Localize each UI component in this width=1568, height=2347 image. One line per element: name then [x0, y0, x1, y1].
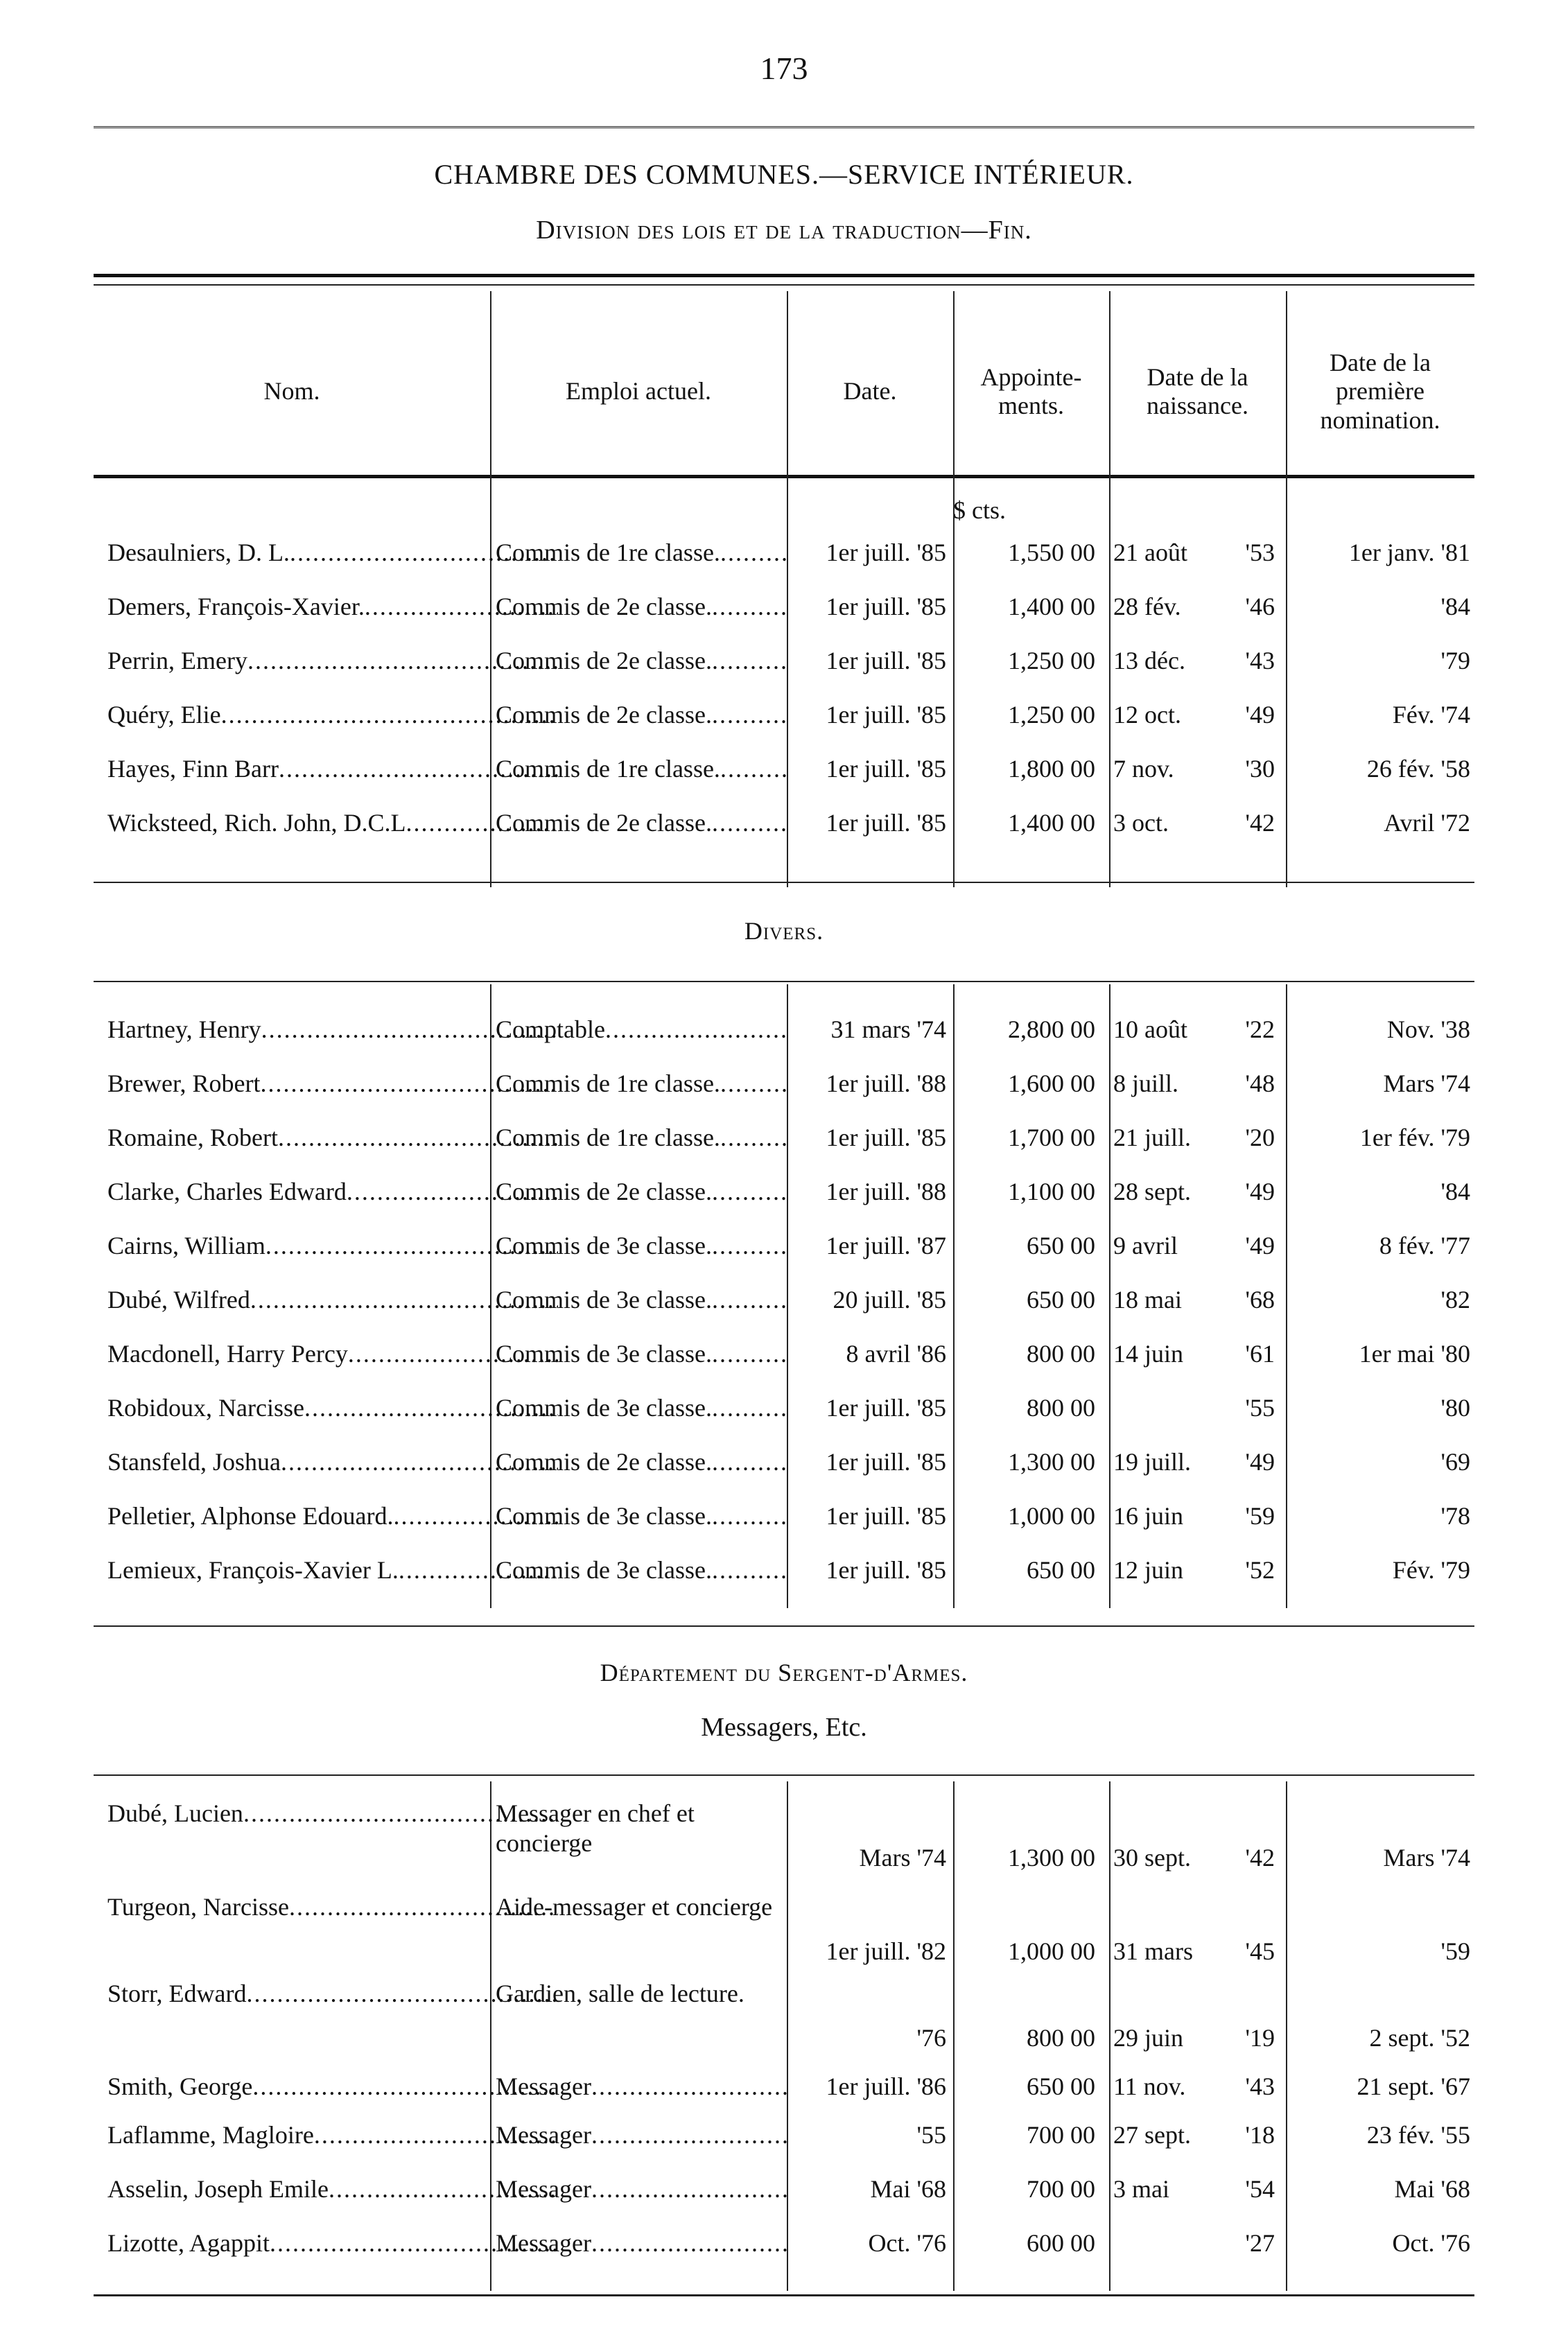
appointements-cell: 1,400 00 [1008, 809, 1095, 837]
naissance-day: 29 juin [1113, 2024, 1184, 2052]
date-cell: 1er juill. '85 [826, 809, 946, 837]
premiere-nomination-cell: Avril '72 [1384, 809, 1470, 837]
naissance-cell [1109, 1275, 1286, 1324]
col-header-naissance: Date de la naissance. [1147, 363, 1248, 419]
page-number: 173 [760, 51, 808, 86]
naissance-year: '54 [1245, 2175, 1275, 2203]
currency-header: $ cts. [953, 496, 1006, 524]
table-row [94, 2111, 1474, 2159]
table-row [94, 690, 1474, 739]
section-rule [94, 882, 1474, 883]
appointements-cell: 1,600 00 [1008, 1070, 1095, 1097]
appointements-cell: 1,250 00 [1008, 701, 1095, 728]
appointements-cell: 700 00 [1027, 2175, 1095, 2203]
name-cell: Perrin, Emery ..... [107, 636, 558, 685]
name-cell: Cairns, William ..... [107, 1221, 558, 1270]
name-cell: Quéry, Elie ..... [107, 690, 558, 739]
date-cell: 20 juill. '85 [833, 1286, 946, 1314]
date-cell: Mai '68 [870, 2175, 946, 2203]
appointements-cell: 650 00 [1027, 1232, 1095, 1259]
premiere-nomination-cell: '78 [1440, 1502, 1470, 1530]
naissance-cell [1109, 582, 1286, 631]
premiere-nomination-cell: '59 [1440, 1937, 1470, 1965]
naissance-year: '42 [1245, 809, 1275, 837]
table-row [94, 1438, 1474, 1486]
page-subtitle: Division des lois et de la traduction—Fin. [536, 216, 1032, 245]
date-cell: 1er juill. '85 [826, 755, 946, 783]
table-row [94, 1113, 1474, 1162]
emploi-cell: Commis de 2e classe. ..... [490, 799, 787, 847]
premiere-nomination-cell: '80 [1440, 1394, 1470, 1422]
naissance-cell [1109, 799, 1286, 847]
naissance-day: 21 juill. [1113, 1124, 1192, 1151]
date-cell: Oct. '76 [868, 2229, 946, 2257]
naissance-cell [1109, 1885, 1286, 1975]
naissance-cell [1109, 1384, 1286, 1432]
col-header-premiere-nomination: Date de la première nomination. [1320, 348, 1440, 434]
date-cell: 1er juill. '82 [826, 1937, 946, 1965]
name-cell: Lizotte, Agappit ..... [107, 2219, 558, 2267]
table-row [94, 1972, 1474, 2062]
section-title-sergent: Département du Sergent-d'Armes. [600, 1659, 968, 1686]
naissance-cell [1109, 1167, 1286, 1216]
naissance-cell [1109, 1005, 1286, 1054]
col-header-nom: Nom. [263, 377, 320, 405]
emploi-cell: Messager ..... [490, 2111, 787, 2159]
date-cell: 1er juill. '85 [826, 1394, 946, 1422]
col-header-emploi: Emploi actuel. [566, 377, 711, 405]
premiere-nomination-cell: Mars '74 [1383, 1844, 1470, 1872]
naissance-cell [1109, 2111, 1286, 2159]
col-header-date: Date. [843, 377, 897, 405]
date-cell: 1er juill. '86 [826, 2073, 946, 2100]
date-cell: 1er juill. '85 [826, 701, 946, 728]
name-cell: Robidoux, Narcisse ..... [107, 1384, 558, 1432]
name-cell: Laflamme, Magloire ..... [107, 2111, 558, 2159]
naissance-day: 10 août [1113, 1015, 1187, 1043]
emploi-cell: Commis de 2e classe. ..... [490, 1438, 787, 1486]
naissance-year: '53 [1245, 539, 1275, 566]
name-cell: Clarke, Charles Edward ..... [107, 1167, 558, 1216]
naissance-year: '49 [1245, 1232, 1275, 1259]
name-cell: Hartney, Henry ..... [107, 1005, 558, 1054]
table-row [94, 1221, 1474, 1270]
naissance-day: 3 mai [1113, 2175, 1169, 2203]
emploi-cell: Messager en chef et concierge [496, 1799, 695, 1858]
appointements-cell: 2,800 00 [1008, 1015, 1095, 1043]
appointements-cell: 650 00 [1027, 1556, 1095, 1584]
naissance-year: '18 [1245, 2121, 1275, 2149]
naissance-year: '20 [1245, 1124, 1275, 1151]
page-title: CHAMBRE DES COMMUNES.—SERVICE INTÉRIEUR. [434, 159, 1134, 190]
premiere-nomination-cell: 2 sept. '52 [1369, 2024, 1470, 2052]
date-cell: Mars '74 [859, 1844, 946, 1872]
table-row [94, 744, 1474, 793]
premiere-nomination-cell: Fév. '74 [1392, 701, 1470, 728]
naissance-year: '30 [1245, 755, 1275, 783]
premiere-nomination-cell: 23 fév. '55 [1366, 2121, 1470, 2149]
naissance-cell [1109, 528, 1286, 577]
premiere-nomination-cell: Nov. '38 [1386, 1015, 1470, 1043]
appointements-cell: 1,700 00 [1008, 1124, 1095, 1151]
emploi-cell: Commis de 3e classe. ..... [490, 1546, 787, 1594]
premiere-nomination-cell: Fév. '79 [1392, 1556, 1470, 1584]
name-cell: Demers, François-Xavier. ..... [107, 582, 558, 631]
bottom-rule [94, 2294, 1474, 2296]
date-cell: 31 mars '74 [830, 1015, 946, 1043]
naissance-day: 8 juill. [1113, 1070, 1179, 1097]
col-header-appointements: Appointe-ments. [980, 363, 1082, 419]
section-rule [94, 1774, 1474, 1776]
naissance-cell [1109, 744, 1286, 793]
table-row [94, 1492, 1474, 1540]
table-row [94, 1059, 1474, 1108]
naissance-day: 27 sept. [1113, 2121, 1191, 2149]
name-cell: Hayes, Finn Barr ..... [107, 744, 558, 793]
naissance-year: '59 [1245, 1502, 1275, 1530]
name-cell: Lemieux, François-Xavier L. ..... [107, 1546, 558, 1594]
emploi-cell: Commis de 3e classe. ..... [490, 1384, 787, 1432]
section-title-divers: Divers. [744, 917, 824, 945]
table-row [94, 636, 1474, 685]
emploi-cell: Commis de 3e classe. ..... [490, 1275, 787, 1324]
appointements-cell: 1,250 00 [1008, 647, 1095, 674]
name-cell: Desaulniers, D. L. ..... [107, 528, 558, 577]
section-subtitle-messagers: Messagers, Etc. [701, 1713, 867, 1742]
naissance-year: '45 [1245, 1937, 1275, 1965]
appointements-cell: 650 00 [1027, 2073, 1095, 2100]
naissance-day: 21 août [1113, 539, 1187, 566]
emploi-cell: Commis de 1re classe. ..... [490, 1113, 787, 1162]
name-cell: Smith, George ..... [107, 2062, 558, 2111]
appointements-cell: 800 00 [1027, 2024, 1095, 2052]
premiere-nomination-cell: Mai '68 [1394, 2175, 1470, 2203]
table-row [94, 1167, 1474, 1216]
name-cell: Pelletier, Alphonse Edouard. ..... [107, 1492, 558, 1540]
premiere-nomination-cell: '84 [1440, 593, 1470, 620]
premiere-nomination-cell: '84 [1440, 1178, 1470, 1205]
premiere-nomination-cell: '82 [1440, 1286, 1470, 1314]
date-cell: 1er juill. '85 [826, 1556, 946, 1584]
naissance-year: '43 [1245, 2073, 1275, 2100]
naissance-cell [1109, 690, 1286, 739]
table-row [94, 1384, 1474, 1432]
emploi-cell: Commis de 1re classe. ..... [490, 1059, 787, 1108]
table-header [94, 308, 1474, 475]
date-cell: '55 [916, 2121, 946, 2149]
emploi-cell: Commis de 1re classe. ..... [490, 744, 787, 793]
emploi-cell: Commis de 1re classe. ..... [490, 528, 787, 577]
naissance-cell [1109, 2165, 1286, 2213]
name-cell: Brewer, Robert ..... [107, 1059, 558, 1108]
naissance-year: '55 [1245, 1394, 1275, 1422]
name-cell: Storr, Edward ..... [107, 1972, 558, 2062]
emploi-cell: Commis de 3e classe. ..... [490, 1221, 787, 1270]
appointements-cell: 1,000 00 [1008, 1502, 1095, 1530]
appointements-cell: 700 00 [1027, 2121, 1095, 2149]
naissance-year: '42 [1245, 1844, 1275, 1872]
naissance-day: 9 avril [1113, 1232, 1178, 1259]
naissance-year: '49 [1245, 1178, 1275, 1205]
name-cell: Turgeon, Narcisse ..... [107, 1885, 558, 1975]
naissance-cell [1109, 2219, 1286, 2267]
emploi-cell: Aide-messager et concierge [496, 1893, 773, 1921]
top-rule [94, 126, 1474, 131]
premiere-nomination-cell: Oct. '76 [1392, 2229, 1470, 2257]
appointements-cell: 1,300 00 [1008, 1844, 1095, 1872]
naissance-year: '19 [1245, 2024, 1275, 2052]
table-row [94, 1329, 1474, 1378]
emploi-cell: Messager ..... [490, 2062, 787, 2111]
naissance-day: 18 mai [1113, 1286, 1182, 1314]
section-rule [94, 1625, 1474, 1627]
naissance-day: 12 oct. [1113, 701, 1181, 728]
naissance-year: '48 [1245, 1070, 1275, 1097]
table-top-rule [94, 274, 1474, 277]
naissance-year: '49 [1245, 1448, 1275, 1476]
naissance-day: 28 sept. [1113, 1178, 1191, 1205]
date-cell: 1er juill. '85 [826, 539, 946, 566]
emploi-cell: Commis de 2e classe. ..... [490, 636, 787, 685]
naissance-day: 11 nov. [1113, 2073, 1186, 2100]
name-cell: Asselin, Joseph Emile ..... [107, 2165, 558, 2213]
date-cell: 1er juill. '85 [826, 593, 946, 620]
date-cell: '76 [916, 2024, 946, 2052]
premiere-nomination-cell: 1er mai '80 [1359, 1340, 1470, 1368]
naissance-cell [1109, 1221, 1286, 1270]
date-cell: 1er juill. '88 [826, 1178, 946, 1205]
naissance-day: 16 juin [1113, 1502, 1184, 1530]
naissance-day: 28 fév. [1113, 593, 1181, 620]
table-row [94, 1885, 1474, 1975]
emploi-cell: Messager ..... [490, 2219, 787, 2267]
naissance-cell [1109, 1438, 1286, 1486]
name-cell: Romaine, Robert ..... [107, 1113, 558, 1162]
date-cell: 1er juill. '85 [826, 647, 946, 674]
appointements-cell: 1,100 00 [1008, 1178, 1095, 1205]
table-row [94, 1005, 1474, 1054]
name-cell: Dubé, Wilfred ..... [107, 1275, 558, 1324]
emploi-cell: Commis de 3e classe. ..... [490, 1329, 787, 1378]
date-cell: 1er juill. '88 [826, 1070, 946, 1097]
naissance-year: '22 [1245, 1015, 1275, 1043]
premiere-nomination-cell: Mars '74 [1383, 1070, 1470, 1097]
naissance-year: '27 [1245, 2229, 1275, 2257]
date-cell: 1er juill. '87 [826, 1232, 946, 1259]
emploi-cell: Commis de 3e classe. ..... [490, 1492, 787, 1540]
naissance-cell [1109, 636, 1286, 685]
naissance-day: 30 sept. [1113, 1844, 1191, 1872]
emploi-cell: Commis de 2e classe. ..... [490, 582, 787, 631]
emploi-cell: Commis de 2e classe. ..... [490, 690, 787, 739]
naissance-day: 31 mars [1113, 1937, 1193, 1965]
naissance-day: 12 juin [1113, 1556, 1184, 1584]
naissance-day: 3 oct. [1113, 809, 1169, 837]
premiere-nomination-cell: 8 fév. '77 [1379, 1232, 1470, 1259]
header-bottom-rule [94, 475, 1474, 478]
name-cell: Stansfeld, Joshua ..... [107, 1438, 558, 1486]
name-cell: Dubé, Lucien ..... [107, 1792, 558, 1882]
naissance-cell [1109, 1329, 1286, 1378]
naissance-day: 7 nov. [1113, 755, 1174, 783]
appointements-cell: 1,550 00 [1008, 539, 1095, 566]
date-cell: 1er juill. '85 [826, 1448, 946, 1476]
premiere-nomination-cell: 21 sept. '67 [1357, 2073, 1470, 2100]
table-row [94, 582, 1474, 631]
naissance-cell [1109, 2062, 1286, 2111]
table-row [94, 1275, 1474, 1324]
premiere-nomination-cell: 1er fév. '79 [1359, 1124, 1470, 1151]
premiere-nomination-cell: '69 [1440, 1448, 1470, 1476]
date-cell: 8 avril '86 [846, 1340, 946, 1368]
name-cell: Macdonell, Harry Percy ..... [107, 1329, 558, 1378]
table-row [94, 2165, 1474, 2213]
premiere-nomination-cell: '79 [1440, 647, 1470, 674]
premiere-nomination-cell: 1er janv. '81 [1348, 539, 1470, 566]
naissance-year: '68 [1245, 1286, 1275, 1314]
naissance-cell [1109, 1113, 1286, 1162]
naissance-cell [1109, 1972, 1286, 2062]
naissance-year: '49 [1245, 701, 1275, 728]
appointements-cell: 800 00 [1027, 1340, 1095, 1368]
name-cell: Wicksteed, Rich. John, D.C.L ..... [107, 799, 558, 847]
naissance-year: '52 [1245, 1556, 1275, 1584]
naissance-cell [1109, 1792, 1286, 1882]
section-rule [94, 981, 1474, 982]
emploi-cell: Messager ..... [490, 2165, 787, 2213]
appointements-cell: 1,000 00 [1008, 1937, 1095, 1965]
appointements-cell: 1,300 00 [1008, 1448, 1095, 1476]
date-cell: 1er juill. '85 [826, 1124, 946, 1151]
table-row [94, 528, 1474, 577]
appointements-cell: 650 00 [1027, 1286, 1095, 1314]
naissance-year: '61 [1245, 1340, 1275, 1368]
emploi-cell: Comptable ..... [490, 1005, 787, 1054]
appointements-cell: 600 00 [1027, 2229, 1095, 2257]
naissance-day: 14 juin [1113, 1340, 1184, 1368]
table-top-rule-thin [94, 284, 1474, 286]
appointements-cell: 1,800 00 [1008, 755, 1095, 783]
naissance-year: '46 [1245, 593, 1275, 620]
table-row [94, 1792, 1474, 1882]
table-row [94, 1546, 1474, 1594]
emploi-cell: Gardien, salle de lecture. [496, 1980, 744, 2007]
naissance-cell [1109, 1059, 1286, 1108]
table-row [94, 799, 1474, 847]
table-row [94, 2062, 1474, 2111]
naissance-day: 13 déc. [1113, 647, 1185, 674]
appointements-cell: 1,400 00 [1008, 593, 1095, 620]
naissance-cell [1109, 1492, 1286, 1540]
date-cell: 1er juill. '85 [826, 1502, 946, 1530]
table-row [94, 2219, 1474, 2267]
emploi-cell: Commis de 2e classe. ..... [490, 1167, 787, 1216]
naissance-cell [1109, 1546, 1286, 1594]
appointements-cell: 800 00 [1027, 1394, 1095, 1422]
naissance-year: '43 [1245, 647, 1275, 674]
naissance-day: 19 juill. [1113, 1448, 1192, 1476]
premiere-nomination-cell: 26 fév. '58 [1366, 755, 1470, 783]
